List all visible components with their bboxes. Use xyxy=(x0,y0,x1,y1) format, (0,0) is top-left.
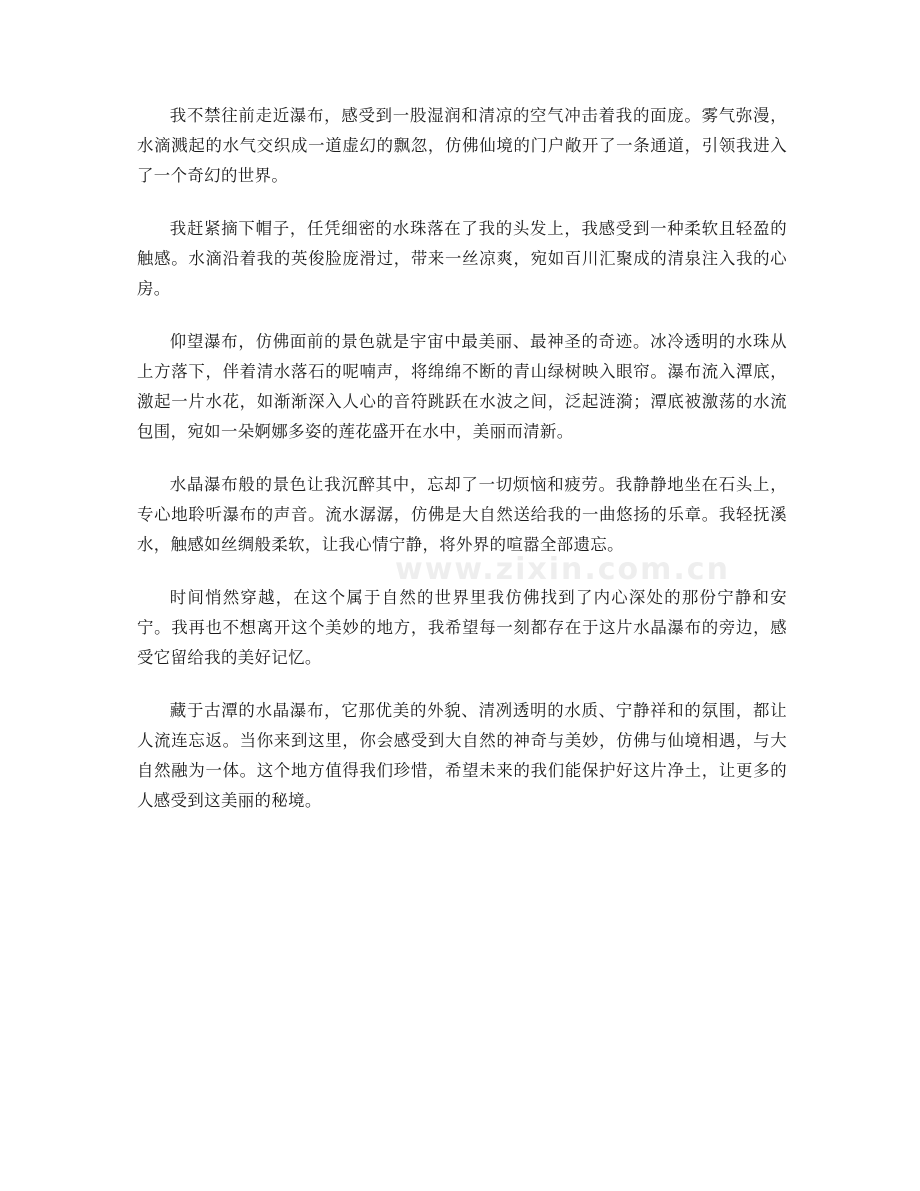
paragraph: 藏于古潭的水晶瀑布，它那优美的外貌、清冽透明的水质、宁静祥和的氛围，都让人流连忘返。当你来到这里，你会感受到大自然的神奇与美妙，仿佛与仙境相遇，与大自然融为一体。这个地方值得我们珍惜，希望未来的我们能保护好这片净土，让更多的人感受到这美丽的秘境。 xyxy=(137,701,787,810)
document-body xyxy=(137,101,787,839)
paragraph: 水晶瀑布般的景色让我沉醉其中，忘却了一切烦恼和疲劳。我静静地坐在石头上，专心地聆听瀑布的声音。流水潺潺，仿佛是大自然送给我的一曲悠扬的乐章。我轻抚溪水，触感如丝绸般柔软，让我心情宁静，将外界的喧嚣全部遗忘。 xyxy=(137,475,787,554)
paragraph: 我不禁往前走近瀑布，感受到一股湿润和清凉的空气冲击着我的面庞。雾气弥漫，水滴溅起的水气交织成一道虚幻的飘忽，仿佛仙境的门户敞开了一条通道，引领我进入了一个奇幻的世界。 xyxy=(137,106,787,185)
watermark: www.zixin.com.cn xyxy=(395,552,730,587)
paragraph: 仰望瀑布，仿佛面前的景色就是宇宙中最美丽、最神圣的奇迹。冰冷透明的水珠从上方落下，伴着清水落石的呢喃声，将绵绵不断的青山绿树映入眼帘。瀑布流入潭底，激起一片水花，如渐渐深入人心的音符跳跃在水波之间，泛起涟漪；潭底被激荡的水流包围，宛如一朵婀娜多姿的莲花盛开在水中，美丽而清新。 xyxy=(137,332,787,441)
paragraph: 时间悄然穿越，在这个属于自然的世界里我仿佛找到了内心深处的那份宁静和安宁。我再也不想离开这个美妙的地方，我希望每一刻都存在于这片水晶瀑布的旁边，感受它留给我的美好记忆。 xyxy=(137,588,787,667)
paragraph: 我赶紧摘下帽子，任凭细密的水珠落在了我的头发上，我感受到一种柔软且轻盈的触感。水滴沿着我的英俊脸庞滑过，带来一丝凉爽，宛如百川汇聚成的清泉注入我的心房。 xyxy=(137,219,787,298)
